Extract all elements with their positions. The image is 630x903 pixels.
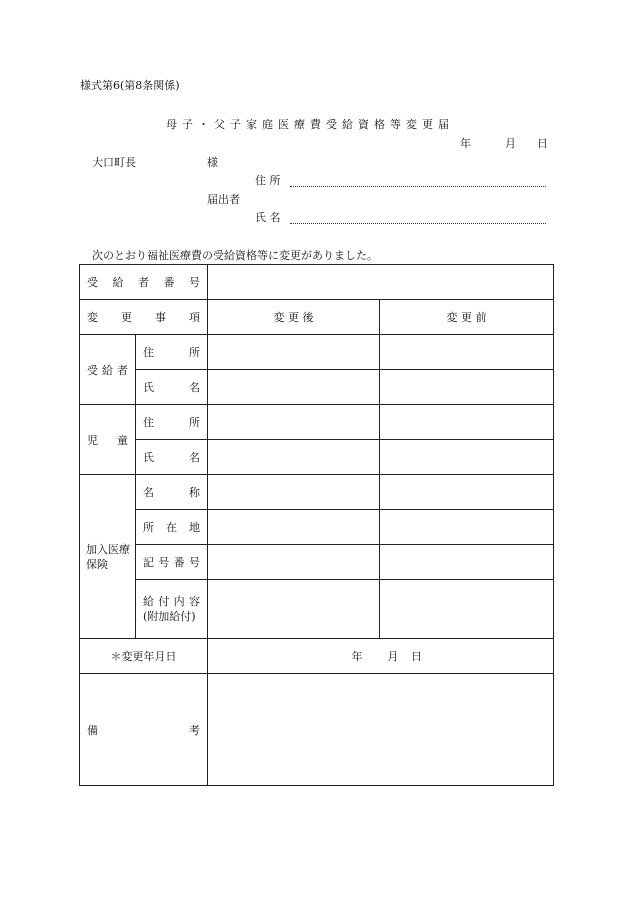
table-row [80,475,554,510]
applicant-address-field[interactable] [290,186,546,187]
recipient-name-after-field[interactable] [208,370,380,405]
recipient-address-after-field[interactable] [208,335,380,370]
insurance-benefit-before-field[interactable] [380,580,554,639]
insurance-group-line-1: 加入医療 [86,542,130,556]
insurance-benefit-line-2: (附加給付) [143,610,196,623]
table-row [80,510,554,545]
recipient-address-label: 住 所 [136,335,208,370]
table-row [80,674,554,786]
insurance-location-after-field[interactable] [208,510,380,545]
child-address-before-field[interactable] [380,405,554,440]
date-year-label: 年 [460,137,471,150]
insurance-name-after-field[interactable] [208,475,380,510]
insurance-name-label: 名 称 [136,475,208,510]
applicant-name-label: 氏 名 [255,211,281,224]
table-row [80,405,554,440]
date-month-label: 月 [505,137,516,150]
insurance-benefit-label [136,580,208,639]
applicant-address-label: 住 所 [255,174,281,187]
insurance-symbol-before-field[interactable] [380,545,554,580]
change-date-year-label: 年 [351,650,363,663]
before-change-header: 変 更 前 [380,300,554,335]
table-row [80,300,554,335]
recipient-name-label: 氏 名 [136,370,208,405]
date-day-label: 日 [537,137,548,150]
insurance-location-before-field[interactable] [380,510,554,545]
change-date-label: ＊変更年月日 [80,639,208,674]
recipient-town-mayor: 大口町長 [92,156,136,169]
submission-date [460,138,548,149]
change-date-day-label: 日 [411,650,422,663]
insurance-benefit-line-1: 給 付 内 容 [143,595,200,608]
child-group-label: 児 童 [80,405,136,475]
table-row [80,370,554,405]
child-address-label: 住 所 [136,405,208,440]
child-address-after-field[interactable] [208,405,380,440]
change-date-month-label: 月 [387,650,399,663]
insurance-group-line-2: 保険 [86,557,108,571]
table-row [80,335,554,370]
after-change-header: 変 更 後 [208,300,380,335]
insurance-location-label: 所 在 地 [136,510,208,545]
insurance-group-label [80,475,136,639]
table-row [80,580,554,639]
insurance-symbol-after-field[interactable] [208,545,380,580]
remarks-field[interactable] [208,674,554,786]
insurance-benefit-after-field[interactable] [208,580,380,639]
form-id: 様式第6(第8条関係) [80,79,180,92]
remarks-label: 備 考 [80,674,208,786]
honorific: 様 [207,156,218,169]
recipient-number-label: 受 給 者 番 号 [80,265,208,300]
recipient-number-field[interactable] [208,265,554,300]
change-item-header: 変 更 事 項 [80,300,208,335]
recipient-name-before-field[interactable] [380,370,554,405]
applicant-label: 届出者 [207,193,240,206]
table-row [80,545,554,580]
child-name-label: 氏 名 [136,440,208,475]
child-name-before-field[interactable] [380,440,554,475]
change-date-field[interactable] [208,639,554,674]
recipient-address-before-field[interactable] [380,335,554,370]
child-name-after-field[interactable] [208,440,380,475]
table-row [80,265,554,300]
insurance-symbol-number-label: 記 号 番 号 [136,545,208,580]
table-row [80,639,554,674]
intro-text: 次のとおり福祉医療費の受給資格等に変更がありました。 [92,249,378,262]
recipient-group-label: 受給者 [80,335,136,405]
insurance-name-before-field[interactable] [380,475,554,510]
table-row [80,440,554,475]
change-form-table [79,264,554,786]
applicant-name-field[interactable] [290,223,546,224]
form-title: 母子・父子家庭医療費受給資格等変更届 [166,118,454,131]
